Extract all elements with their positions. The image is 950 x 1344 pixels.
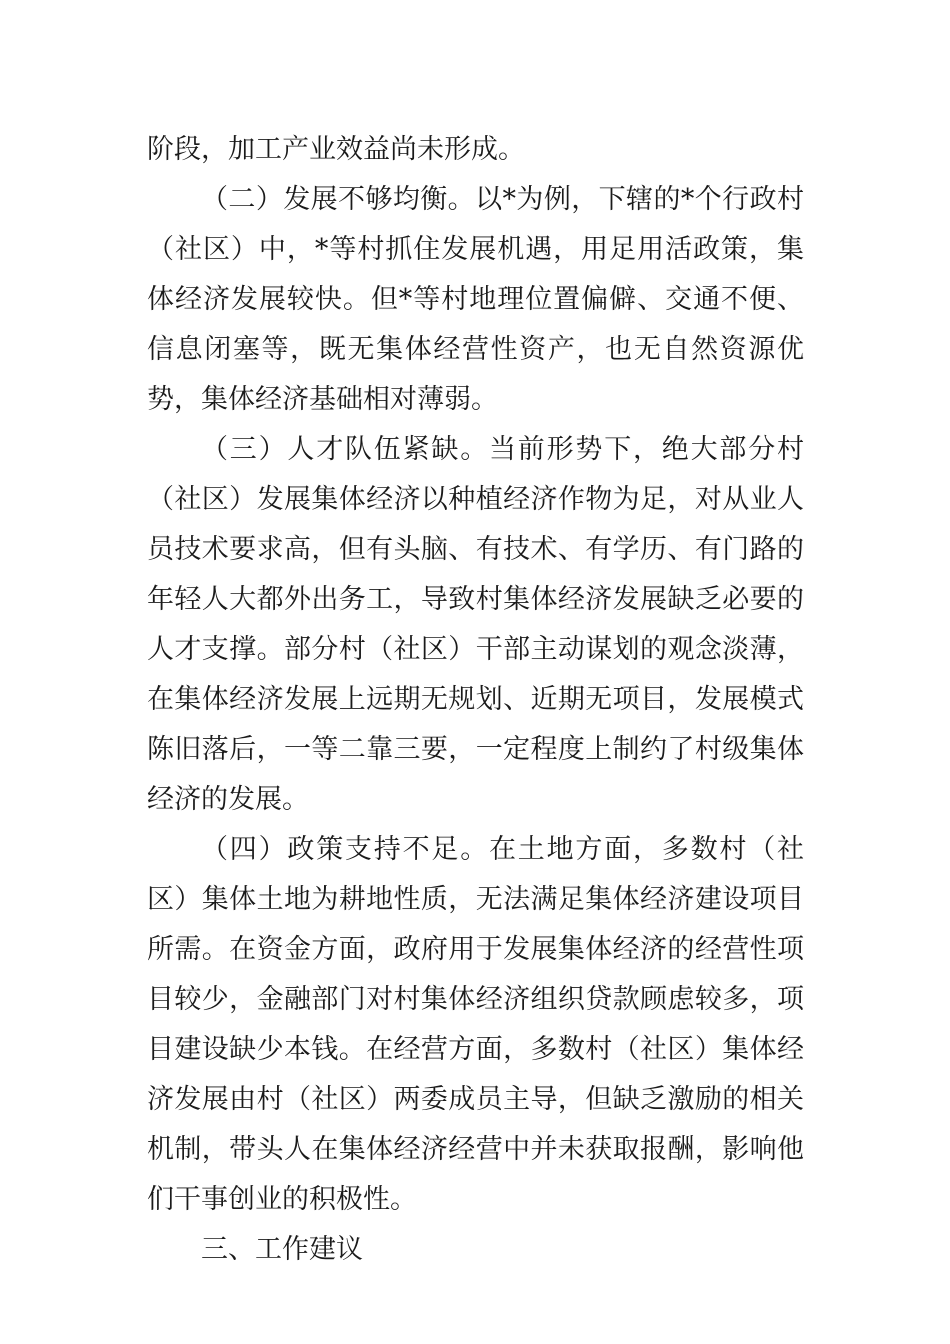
- paragraph-development-imbalance: （二）发展不够均衡。以*为例，下辖的*个行政村（社区）中，*等村抓住发展机遇，用足用活政策，集体经济发展较快。但*等村地理位置偏僻、交通不便、信息闭塞等，既无集体经营性资产，也无自然资源优势，集体经济基础相对薄弱。: [147, 184, 804, 415]
- section-heading: 三、工作建议: [201, 1234, 363, 1265]
- paragraph-talent-shortage: （三）人才队伍紧缺。当前形势下，绝大部分村（社区）发展集体经济以种植经济作物为足，对从业人员技术要求高，但有头脑、有技术、有学历、有门路的年轻人大都外出务工，导致村集体经济发展缺乏必要的人才支撑。部分村（社区）干部主动谋划的观念淡薄，在集体经济发展上远期无规划、近期无项目，发展模式陈旧落后，一等二靠三要，一定程度上制约了村级集体经济的发展。: [147, 434, 804, 815]
- document-body: [147, 125, 804, 1275]
- paragraph-continuation: 阶段，加工产业效益尚未形成。: [147, 134, 525, 165]
- paragraph-policy-support: （四）政策支持不足。在土地方面，多数村（社区）集体土地为耕地性质，无法满足集体经济建设项目所需。在资金方面，政府用于发展集体经济的经营性项目较少，金融部门对村集体经济组织贷款顾虑较多，项目建设缺少本钱。在经营方面，多数村（社区）集体经济发展由村（社区）两委成员主导，但缺乏激励的相关机制，带头人在集体经济经营中并未获取报酬，影响他们干事创业的积极性。: [147, 834, 804, 1215]
